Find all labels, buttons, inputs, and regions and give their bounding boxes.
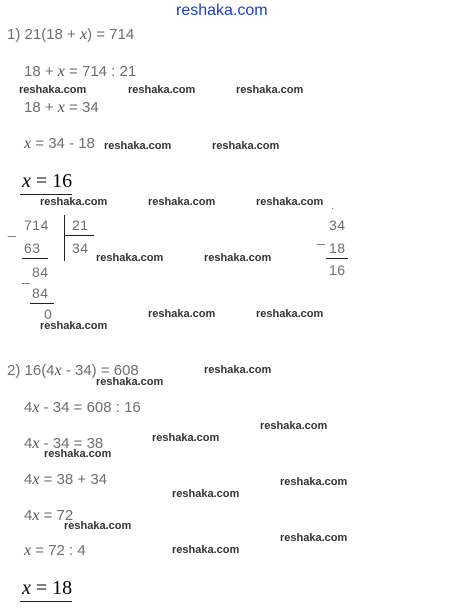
problem2-step3 — [24, 471, 107, 489]
problem1-statement-rest: ) = 714 — [87, 26, 135, 43]
subtraction-bottom: 18 — [329, 240, 346, 256]
subtraction-borrow-dot: · — [331, 203, 335, 214]
division-vertical-line — [64, 215, 65, 261]
subtraction-result: 16 — [329, 262, 346, 278]
problem1-step3 — [24, 135, 95, 153]
watermark: reshaka.com — [96, 252, 164, 264]
variable-x: x — [57, 63, 65, 80]
division-quotient: 34 — [72, 240, 89, 256]
answer-value: = 18 — [30, 577, 73, 599]
problem2-step1 — [24, 399, 141, 417]
subtraction-line — [326, 258, 348, 259]
answer-underline — [20, 601, 72, 602]
step-text: 4 — [24, 507, 33, 524]
watermark: reshaka.com — [212, 140, 280, 152]
variable-x: x — [54, 362, 62, 379]
step-text: - 34 = 608 : 16 — [39, 399, 141, 416]
division-divisor-line — [64, 235, 94, 236]
variable-x: x — [22, 170, 31, 192]
watermark: reshaka.com — [280, 476, 348, 488]
watermark: reshaka.com — [152, 432, 220, 444]
problem2-step5 — [24, 542, 86, 560]
watermark: reshaka.com — [256, 308, 324, 320]
watermark: reshaka.com — [19, 84, 87, 96]
site-title[interactable]: reshaka.com — [176, 2, 268, 19]
watermark: reshaka.com — [104, 140, 172, 152]
watermark: reshaka.com — [44, 448, 112, 460]
watermark: reshaka.com — [260, 420, 328, 432]
division-line-2 — [30, 303, 54, 304]
problem1-step1 — [24, 63, 136, 81]
watermark: reshaka.com — [40, 320, 108, 332]
variable-x: x — [24, 542, 32, 559]
variable-x: x — [24, 135, 32, 152]
step-text: 18 + — [24, 63, 58, 80]
step-text: = 34 — [64, 99, 99, 116]
variable-x: x — [32, 507, 40, 524]
step-text: 18 + — [24, 99, 58, 116]
variable-x: x — [22, 577, 31, 599]
step-text: 2) 16(4 — [7, 362, 55, 379]
watermark: reshaka.com — [172, 488, 240, 500]
division-minus-2: _ — [22, 268, 31, 284]
division-sub1: 63 — [24, 240, 41, 256]
subtraction-minus: _ — [317, 229, 326, 245]
step-text: 4 — [24, 399, 33, 416]
problem1-statement-num: 1) 21(18 + — [7, 26, 80, 43]
step-text: = 714 : 21 — [64, 63, 137, 80]
variable-x: x — [32, 399, 40, 416]
watermark: reshaka.com — [204, 364, 272, 376]
watermark: reshaka.com — [256, 196, 324, 208]
watermark: reshaka.com — [64, 520, 132, 532]
answer-underline — [20, 194, 72, 195]
division-line-1 — [22, 258, 48, 259]
step-text: - 34) = 608 — [61, 362, 139, 379]
step-text: 4 — [24, 435, 33, 452]
problem1-step2 — [24, 99, 99, 117]
watermark: reshaka.com — [96, 376, 164, 388]
division-dividend: 714 — [24, 217, 49, 233]
watermark: reshaka.com — [172, 544, 240, 556]
division-minus-1: _ — [8, 221, 17, 237]
variable-x: x — [32, 435, 40, 452]
watermark: reshaka.com — [204, 252, 272, 264]
division-sub2: 84 — [32, 285, 49, 301]
division-rem2: 0 — [44, 306, 53, 322]
problem1-answer — [22, 170, 72, 193]
answer-value: = 16 — [30, 170, 73, 192]
subtraction-top: 34 — [329, 217, 346, 233]
step-text: 4 — [24, 471, 33, 488]
watermark: reshaka.com — [40, 196, 108, 208]
watermark: reshaka.com — [148, 308, 216, 320]
problem1-statement — [7, 26, 134, 44]
problem2-answer — [22, 577, 72, 600]
division-rem1: 84 — [32, 264, 49, 280]
step-text: = 34 - 18 — [31, 135, 95, 152]
step-text: - 34 = 38 — [39, 435, 104, 452]
watermark: reshaka.com — [236, 84, 304, 96]
division-divisor: 21 — [72, 217, 89, 233]
watermark: reshaka.com — [280, 532, 348, 544]
watermark: reshaka.com — [148, 196, 216, 208]
step-text: = 38 + 34 — [39, 471, 108, 488]
variable-x: x — [57, 99, 65, 116]
step-text: = 72 — [39, 507, 74, 524]
variable-x: x — [32, 471, 40, 488]
step-text: = 72 : 4 — [31, 542, 86, 559]
watermark: reshaka.com — [128, 84, 196, 96]
variable-x: x — [79, 26, 88, 43]
